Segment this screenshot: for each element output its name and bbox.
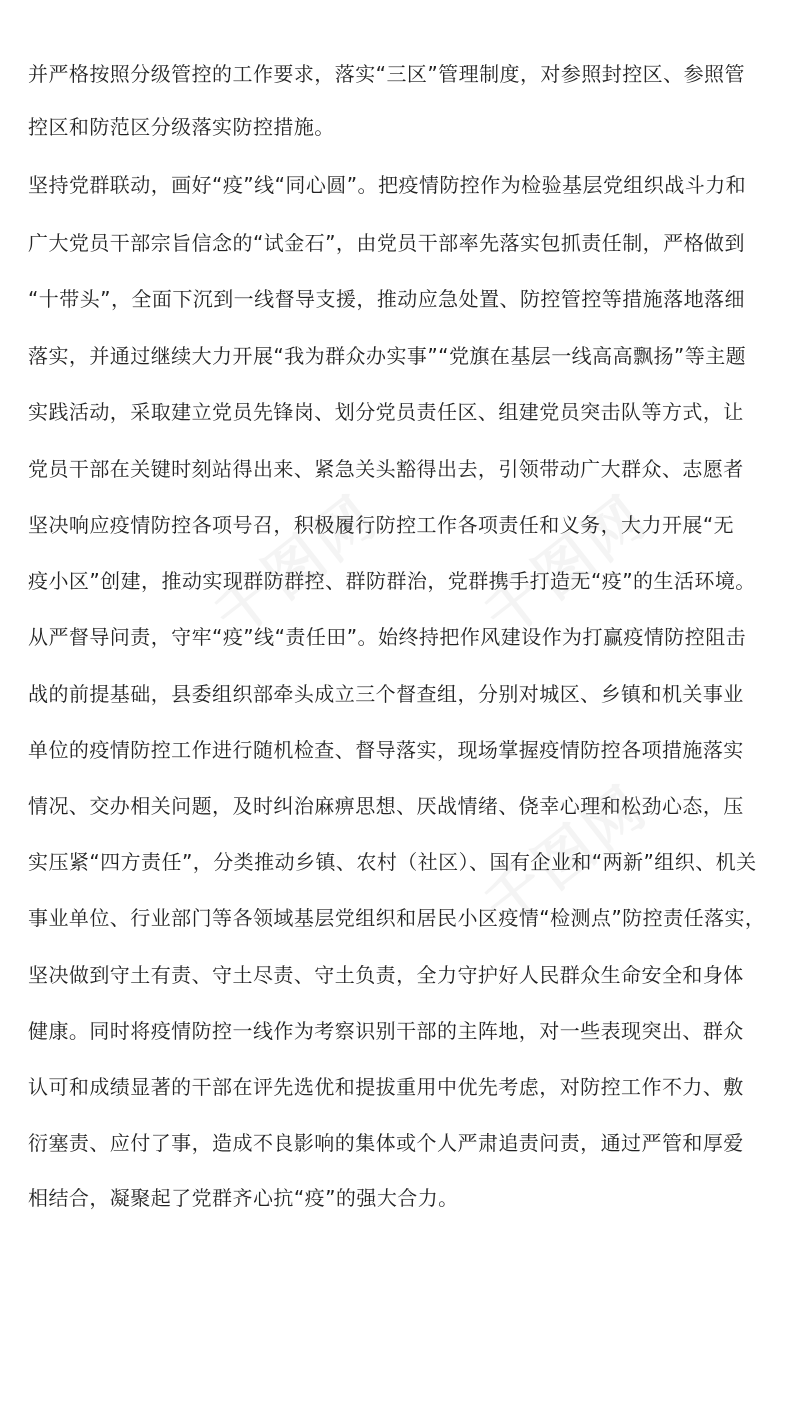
text-line: 认可和成绩显著的干部在评先选优和提拔重用中优先考虑，对防控工作不力、敷 (28, 1075, 744, 1099)
text-line: 单位的疫情防控工作进行随机检查、督导落实，现场掌握疫情防控各项措施落实 (28, 738, 744, 762)
text-line: 战的前提基础，县委组织部牵头成立三个督查组，分别对城区、乡镇和机关事业 (28, 682, 744, 706)
text-line: 实压紧“四方责任”，分类推动乡镇、农村（社区）、国有企业和“两新”组织、机关 (28, 850, 757, 874)
text-line: 从严督导问责，守牢“疫”线“责任田”。始终持把作风建设作为打赢疫情防控阻击 (28, 625, 747, 649)
text-line: 并严格按照分级管控的工作要求，落实“三区”管理制度，对参照封控区、参照管 (28, 62, 745, 86)
text-line: 相结合，凝聚起了党群齐心抗“疫”的强大合力。 (28, 1186, 459, 1210)
text-line: “十带头”，全面下沉到一线督导支援，推动应急处置、防控管控等措施落地落细 (28, 287, 745, 311)
text-line: 疫小区”创建，推动实现群防群控、群防群治，党群携手打造无“疫”的生活环境。 (28, 569, 756, 593)
text-line: 坚决响应疫情防控各项号召，积极履行防控工作各项责任和义务，大力开展“无 (28, 513, 735, 537)
text-line: 健康。同时将疫情防控一线作为考察识别干部的主阵地，对一些表现突出、群众 (28, 1019, 744, 1043)
text-line: 控区和防范区分级落实防控措施。 (28, 115, 335, 139)
text-line: 事业单位、行业部门等各领域基层党组织和居民小区疫情“检测点”防控责任落实， (28, 906, 766, 930)
text-line: 衍塞责、应付了事，造成不良影响的集体或个人严肃追责问责，通过严管和厚爱 (28, 1131, 744, 1155)
text-line: 落实，并通过继续大力开展“我为群众办实事”“党旗在基层一线高高飘扬”等主题 (28, 344, 747, 368)
text-line: 党员干部在关键时刻站得出来、紧急关头豁得出去，引领带动广大群众、志愿者 (28, 457, 744, 481)
text-line: 广大党员干部宗旨信念的“试金石”，由党员干部率先落实包抓责任制，严格做到 (28, 231, 745, 255)
text-line: 实践活动，采取建立党员先锋岗、划分党员责任区、组建党员突击队等方式，让 (28, 400, 744, 424)
text-line: 坚决做到守土有责、守土尽责、守土负责，全力守护好人民群众生命安全和身体 (28, 963, 744, 987)
text-line: 坚持党群联动，画好“疫”线“同心圆”。把疫情防控作为检验基层党组织战斗力和 (28, 173, 747, 197)
text-line: 情况、交办相关问题，及时纠治麻痹思想、厌战情绪、侥幸心理和松劲心态，压 (28, 794, 744, 818)
